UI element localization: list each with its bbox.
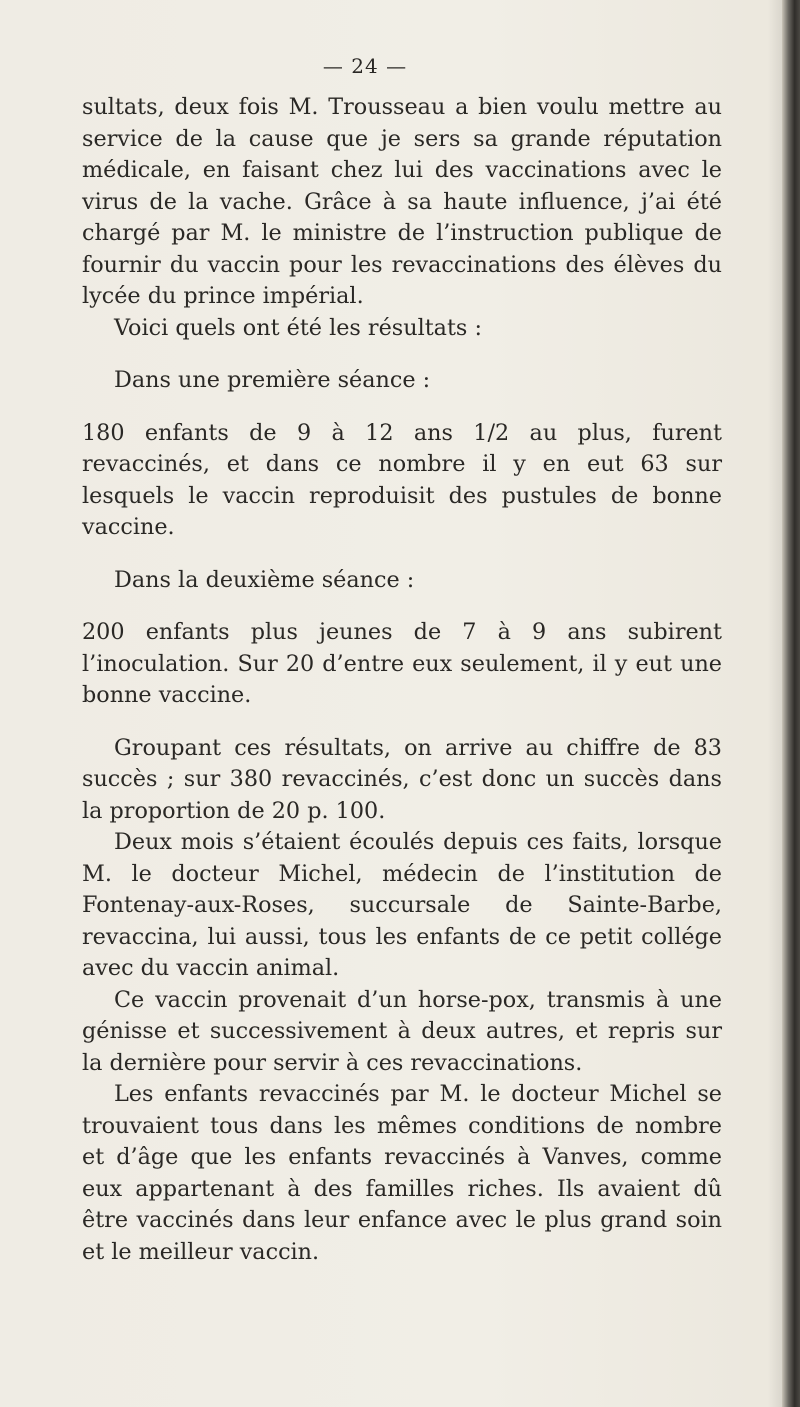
paragraph-second-session-results: 200 enfants plus jeunes de 7 à 9 ans subirent l’inoculation. Sur 20 d’entre eux seulement, il y eut une bonne vaccine.	[82, 619, 722, 708]
book-gutter	[782, 0, 800, 1407]
page-number: — 24 —	[322, 54, 408, 78]
paragraph-first-session-results: 180 enfants de 9 à 12 ans 1/2 au plus, furent revaccinés, et dans ce nombre il y en eut 63 sur lesquels le vaccin reproduisit des pustules de bonne vaccine.	[82, 419, 722, 540]
body-text	[82, 92, 722, 1268]
page-shadow	[768, 0, 782, 1407]
paragraph-first-session-heading: Dans une première séance :	[114, 367, 431, 393]
paragraph-continuation: sultats, deux fois M. Trousseau a bien voulu mettre au service de la cause que je sers sa grande réputation médicale, en faisant chez lui des vaccinations avec le virus de la vache. Grâce à sa haute influence, j’ai été chargé par M. le ministre de l’instruction publique de fournir du vaccin pour les revaccinations des élèves du lycée du prince impérial.	[82, 94, 722, 309]
paragraph-grouped-results: Groupant ces résultats, on arrive au chiffre de 83 succès ; sur 380 revaccinés, c’est donc un succès dans la proportion de 20 p. 100.	[82, 734, 722, 824]
paragraph-second-session-heading: Dans la deuxième séance :	[114, 566, 415, 593]
paragraph-results-intro: Voici quels ont été les résultats :	[114, 314, 482, 341]
paragraph-horse-pox: Ce vaccin provenait d’un horse-pox, transmis à une génisse et successivement à deux autres, et repris sur la dernière pour servir à ces revaccinations.	[82, 986, 722, 1076]
paragraph-fontenay: Deux mois s’étaient écoulés depuis ces faits, lorsque M. le docteur Michel, médecin de l’institution de Fontenay-aux-Roses, succursale de Sainte-Barbe, revaccina, lui aussi, tous les enfants de ce petit collége avec du vaccin animal.	[82, 829, 722, 981]
paragraph-children-conditions: Les enfants revaccinés par M. le docteur Michel se trouvaient tous dans les mêmes conditions de nombre et d’âge que les enfants revaccinés à Vanves, comme eux appartenant à des familles riches. Ils avaient dû être vaccinés dans leur enfance avec le plus grand soin et le meilleur vaccin.	[82, 1081, 722, 1265]
